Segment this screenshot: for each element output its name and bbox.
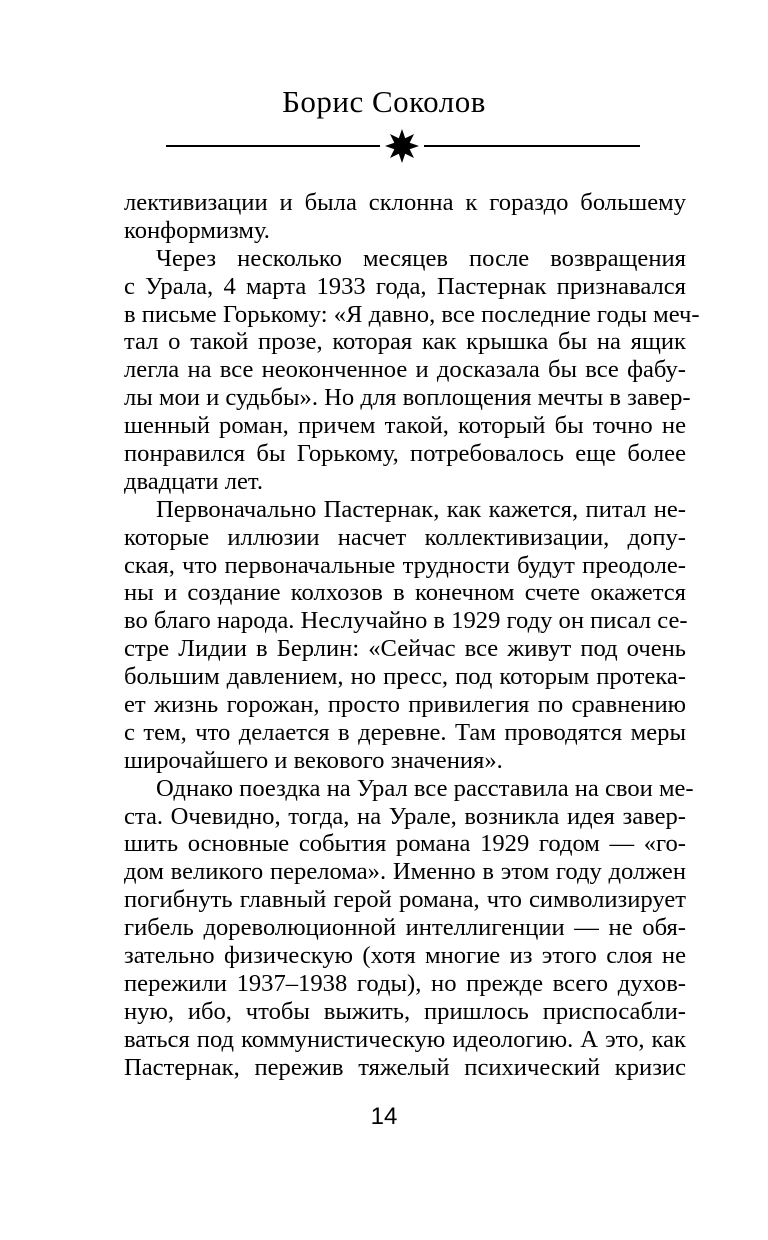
body-text — [124, 189, 700, 1082]
text-line: во благо народа. Неслучайно в 1929 году он писал се- — [124, 607, 688, 635]
text-line: Через несколько месяцев после возвращения — [156, 244, 686, 272]
text-line: ную, ибо, чтобы выжить, пришлось приспосабли- — [124, 997, 686, 1025]
text-line: дом великого перелома». Именно в этом году должен — [124, 858, 686, 886]
text-line: гибель дореволюционной интеллигенции — не обя- — [124, 914, 686, 942]
page-number: 14 — [370, 1103, 398, 1130]
text-line: которые иллюзии насчет коллективизации, допу- — [124, 523, 686, 551]
text-line: ста. Очевидно, тогда, на Урале, возникла идея завер- — [124, 802, 686, 830]
text-line: лективизации и была склонна к гораздо большему — [124, 189, 686, 216]
text-line: в письме Горькому: «Я давно, все последние годы меч- — [124, 300, 700, 328]
text-line: конформизму. — [124, 216, 270, 244]
text-line: с тем, что делается в деревне. Там проводятся меры — [124, 718, 686, 746]
running-header-author: Борис Соколов — [282, 84, 486, 119]
ornament-rule-left — [166, 145, 380, 147]
text-line: зательно физическую (хотя многие из этого слоя не — [124, 942, 686, 970]
text-line: лы мои и судьбы». Но для воплощения мечты в завер- — [124, 384, 691, 412]
text-line: тал о такой прозе, которая как крышка бы на ящик — [124, 328, 686, 356]
text-line: большим давлением, но пресс, под которым протека- — [124, 663, 686, 691]
text-line: Первоначально Пастернак, как кажется, питал не- — [156, 495, 686, 523]
text-line: ская, что первоначальные трудности будут преодоле- — [124, 551, 686, 579]
text-line: с Урала, 4 марта 1933 года, Пастернак признавался — [124, 272, 686, 300]
text-line: шить основные события романа 1929 годом — «го- — [124, 830, 686, 858]
text-line: ны и создание колхозов в конечном счете окажется — [124, 579, 686, 607]
text-line: погибнуть главный герой романа, что символизирует — [124, 886, 686, 914]
text-line: Однако поездка на Урал все расставила на свои ме- — [156, 774, 694, 802]
text-line: широчайшего и векового значения». — [124, 746, 503, 774]
text-line: ет жизнь горожан, просто привилегия по сравнению — [124, 691, 686, 719]
text-line: пережили 1937–1938 годы), но прежде всего духов- — [124, 969, 686, 997]
ornament-rule-right — [424, 145, 640, 147]
text-line: шенный роман, причем такой, который бы точно не — [124, 412, 686, 440]
text-line: понравился бы Горькому, потребовалось еще более — [124, 440, 686, 468]
text-line: стре Лидии в Берлин: «Сейчас все живут под очень — [124, 635, 686, 663]
text-line: ваться под коммунистическую идеологию. А это, как — [124, 1025, 686, 1053]
text-line: двадцати лет. — [124, 467, 263, 495]
star-ornament-icon — [384, 128, 420, 164]
text-line: Пастернак, пережив тяжелый психический кризис — [124, 1053, 686, 1081]
header-ornament — [166, 128, 640, 164]
text-line: легла на все неоконченное и досказала бы все фабу- — [124, 356, 686, 384]
